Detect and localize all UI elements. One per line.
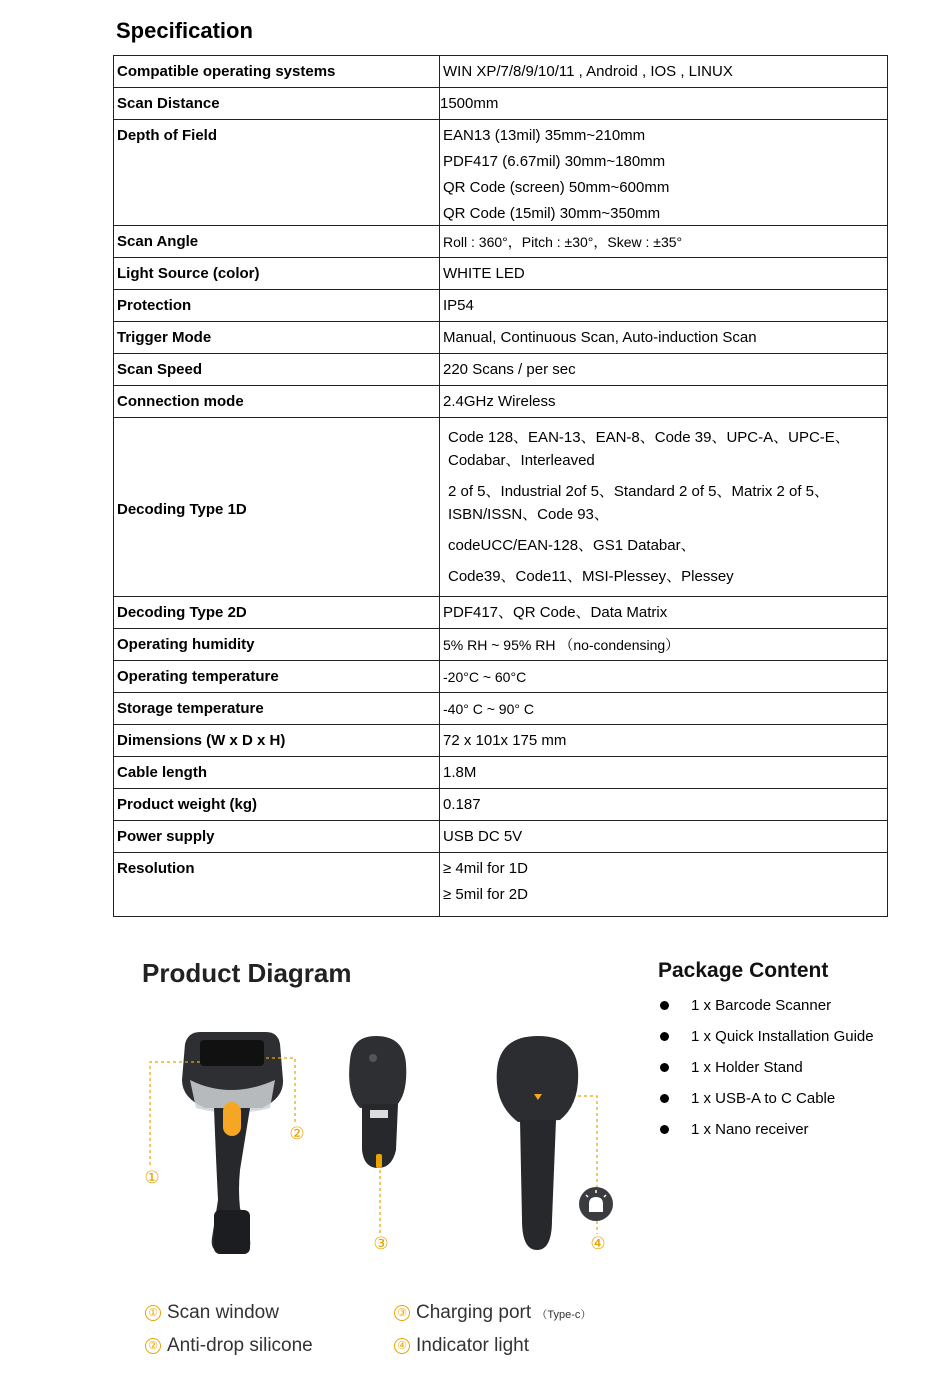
spec-value [440,418,888,597]
spec-value-line: Code39、Code11、MSI-Plessey、Plessey [448,568,734,585]
spec-key: Operating temperature [114,661,440,693]
spec-table [113,55,888,917]
spec-value: 5% RH ~ 95% RH （no-condensing） [440,629,888,661]
table-row [114,757,888,789]
table-row [114,418,888,597]
product-diagram-title: Product Diagram [142,958,352,988]
legend-scan-window [145,1302,279,1324]
barcode-scanner-front-image [182,1032,283,1254]
table-row [114,821,888,853]
list-item [660,1052,874,1083]
spec-value: 2.4GHz Wireless [440,386,888,418]
spec-key: Scan Speed [114,354,440,386]
package-item-label: 1 x USB-A to C Cable [691,1090,836,1107]
spec-key: Trigger Mode [114,322,440,354]
spec-value-line: ≥ 5mil for 2D [443,886,528,903]
spec-key: Dimensions (W x D x H) [114,725,440,757]
bullet-icon [660,1125,669,1134]
table-row [114,386,888,418]
table-row [114,322,888,354]
table-row [114,258,888,290]
spec-value: PDF417、QR Code、Data Matrix [440,597,888,629]
spec-value: IP54 [440,290,888,322]
spec-key: Compatible operating systems [114,56,440,88]
table-row [114,693,888,725]
product-diagram [0,1020,650,1280]
bullet-icon [660,1094,669,1103]
table-row [114,354,888,386]
spec-value: WHITE LED [440,258,888,290]
list-item [660,990,874,1021]
table-row [114,226,888,258]
legend-label: Anti-drop silicone [167,1335,313,1356]
barcode-scanner-back-image [497,1036,579,1250]
spec-value-line: EAN13 (13mil) 35mm~210mm [443,127,646,144]
legend-number: ③ [394,1305,410,1321]
legend-label: Scan window [167,1302,279,1323]
table-row [114,88,888,120]
spec-key: Operating humidity [114,629,440,661]
spec-key: Product weight (kg) [114,789,440,821]
legend-number: ④ [394,1338,410,1354]
callout-2: ② [289,1124,305,1143]
legend-note: （Type-c） [536,1309,592,1321]
spec-value: Manual, Continuous Scan, Auto-induction Scan [440,322,888,354]
spec-key: Power supply [114,821,440,853]
table-row [114,629,888,661]
spec-value: 1500mm [440,88,888,120]
spec-value: 220 Scans / per sec [440,354,888,386]
spec-value [440,120,888,226]
spec-value: 72 x 101x 175 mm [440,725,888,757]
list-item [660,1114,874,1145]
spec-key: Decoding Type 1D [114,418,440,597]
legend-charging-port [394,1302,591,1324]
spec-value-line: QR Code (screen) 50mm~600mm [443,179,670,196]
table-row [114,661,888,693]
legend-label: Indicator light [416,1335,530,1356]
package-item-label: 1 x Holder Stand [691,1059,803,1076]
spec-value-line: ≥ 4mil for 1D [443,860,528,877]
spec-key: Depth of Field [114,120,440,226]
spec-key: Light Source (color) [114,258,440,290]
spec-title: Specification [116,18,253,43]
spec-value-line: 2 of 5、Industrial 2of 5、Standard 2 of 5、Matrix 2 of 5、ISBN/ISSN、Code 93、 [448,483,830,523]
barcode-scanner-side-image [349,1036,406,1168]
spec-value: -20°C ~ 60°C [440,661,888,693]
table-row [114,120,888,226]
legend-number: ② [145,1338,161,1354]
table-row [114,290,888,322]
package-item-label: 1 x Barcode Scanner [691,997,832,1014]
legend-label: Charging port [416,1302,532,1323]
spec-value-line: Code 128、EAN-13、EAN-8、Code 39、UPC-A、UPC-E、Codabar、Interleaved [448,429,850,469]
indicator-light-icon [579,1187,613,1221]
spec-key: Connection mode [114,386,440,418]
table-row [114,597,888,629]
callout-4: ④ [590,1234,606,1253]
spec-key: Cable length [114,757,440,789]
spec-value: -40° C ~ 90° C [440,693,888,725]
callout-3: ③ [373,1234,389,1253]
package-content-list [660,990,874,1145]
spec-value: Roll : 360°，Pitch : ±30°，Skew : ±35° [440,226,888,258]
list-item [660,1021,874,1052]
package-item-label: 1 x Quick Installation Guide [691,1028,874,1045]
spec-key: Protection [114,290,440,322]
spec-value-line: QR Code (15mil) 30mm~350mm [443,205,661,222]
table-row [114,789,888,821]
package-content-title: Package Content [658,959,829,982]
spec-value: USB DC 5V [440,821,888,853]
bullet-icon [660,1032,669,1041]
bullet-icon [660,1063,669,1072]
spec-value: WIN XP/7/8/9/10/11 , Android , IOS , LINUX [440,56,888,88]
callout-1: ① [144,1168,160,1187]
list-item [660,1083,874,1114]
spec-value: 1.8M [440,757,888,789]
spec-value-line: codeUCC/EAN-128、GS1 Databar、 [448,537,696,554]
package-item-label: 1 x Nano receiver [691,1121,809,1138]
spec-key: Scan Angle [114,226,440,258]
table-row [114,56,888,88]
spec-key: Decoding Type 2D [114,597,440,629]
bullet-icon [660,1001,669,1010]
spec-key: Storage temperature [114,693,440,725]
legend-anti-drop-silicone [145,1335,313,1357]
spec-key: Resolution [114,853,440,917]
table-row [114,853,888,917]
spec-value-line: PDF417 (6.67mil) 30mm~180mm [443,153,666,170]
table-row [114,725,888,757]
spec-key: Scan Distance [114,88,440,120]
legend-indicator-light [394,1335,529,1357]
spec-value [440,853,888,917]
spec-value: 0.187 [440,789,888,821]
legend-number: ① [145,1305,161,1321]
